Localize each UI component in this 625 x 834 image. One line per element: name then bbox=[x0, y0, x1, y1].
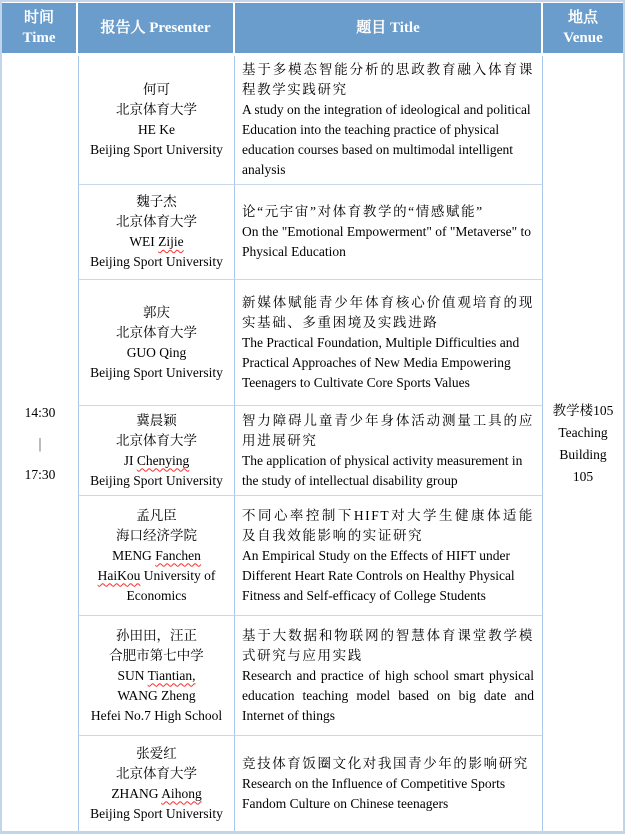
title-english: Research and practice of high school smart physical education teaching model based on big date and Internet of things bbox=[242, 667, 534, 723]
presenter-line: WANG Zheng bbox=[117, 687, 196, 703]
time-separator: ｜ bbox=[33, 437, 47, 453]
spellcheck-underline: Tiantian, bbox=[147, 667, 196, 683]
presenter-cell bbox=[78, 56, 235, 185]
title-cell bbox=[235, 496, 543, 616]
title-cell bbox=[235, 56, 543, 185]
presenter-cell bbox=[78, 736, 235, 831]
spellcheck-underline: Zijie bbox=[158, 234, 184, 249]
presenter-cell bbox=[78, 185, 235, 280]
table-header-row bbox=[2, 2, 623, 56]
presenter-line: 北京体育大学 bbox=[116, 765, 197, 781]
title-cell bbox=[235, 280, 543, 406]
presenter-line: 北京体育大学 bbox=[116, 324, 197, 340]
presenter-line: 海口经济学院 bbox=[116, 527, 197, 543]
title-chinese: 论“元宇宙”对体育教学的“情感赋能” bbox=[242, 204, 484, 219]
header-time-en: Time bbox=[22, 30, 56, 46]
title-chinese: 不同心率控制下HIFT对大学生健康体适能及自我效能影响的实证研究 bbox=[242, 507, 534, 543]
presenter-line: Beijing Sport University bbox=[90, 805, 223, 821]
header-title-label: 题目 Title bbox=[356, 19, 420, 36]
presenter-line: 孟凡臣 bbox=[136, 507, 177, 523]
presenter-line: HaiKou University of Economics bbox=[97, 567, 216, 603]
title-english: An Empirical Study on the Effects of HIFT under Different Heart Rate Controls on Healthy Physical Fitness and Self-efficacy of College Students bbox=[242, 547, 515, 603]
title-english: The application of physical activity measurement in the study of intellectual disability group bbox=[242, 452, 523, 488]
venue-line: 105 bbox=[572, 468, 594, 484]
presenter-line: 郭庆 bbox=[143, 304, 170, 320]
title-chinese: 基于多模态智能分析的思政教育融入体育课程教学实践研究 bbox=[242, 62, 534, 97]
time-end: 17:30 bbox=[24, 466, 56, 482]
spellcheck-underline: Chenying bbox=[136, 452, 190, 468]
presenter-cell bbox=[78, 280, 235, 406]
title-chinese: 新媒体赋能青少年体育核心价值观培育的现实基础、多重困境及实践进路 bbox=[242, 294, 534, 330]
header-cell-time bbox=[2, 3, 78, 53]
presenter-line: Hefei No.7 High School bbox=[90, 707, 223, 723]
venue-line: Building bbox=[559, 446, 607, 462]
presenter-line: 冀晨颖 bbox=[136, 412, 177, 428]
presenter-line: 北京体育大学 bbox=[116, 102, 197, 117]
venue-line: Teaching bbox=[558, 424, 608, 440]
title-cell bbox=[235, 736, 543, 831]
header-cell-presenter bbox=[78, 3, 235, 53]
title-english: A study on the integration of ideological and political Education into the teaching practice of physical education courses based on multimodal intelligent analysis bbox=[242, 102, 531, 177]
presenter-line: Beijing Sport University bbox=[90, 254, 223, 269]
title-cell bbox=[235, 406, 543, 496]
presenter-line: WEI Zijie bbox=[129, 234, 184, 249]
header-cell-venue bbox=[543, 3, 623, 53]
title-chinese: 智力障碍儿童青少年身体活动测量工具的应用进展研究 bbox=[242, 412, 534, 448]
presenter-line: ZHANG Aihong bbox=[111, 785, 202, 801]
table-body bbox=[2, 56, 623, 831]
presenter-line: MENG Fanchen bbox=[112, 547, 201, 563]
header-venue-cn: 地点 bbox=[567, 9, 598, 26]
presenter-line: HE Ke bbox=[137, 122, 176, 137]
spellcheck-underline: Fanchen bbox=[155, 547, 201, 563]
spellcheck-underline: HaiKou bbox=[97, 567, 141, 583]
presenter-line: 北京体育大学 bbox=[116, 214, 197, 229]
presenter-line: JI Chenying bbox=[123, 452, 190, 468]
time-start: 14:30 bbox=[24, 404, 56, 420]
venue-cell bbox=[543, 56, 623, 831]
title-cell bbox=[235, 185, 543, 280]
header-time-cn: 时间 bbox=[23, 9, 54, 26]
presenter-line: GUO Qing bbox=[126, 344, 187, 360]
header-cell-title bbox=[235, 3, 543, 53]
presenter-cell bbox=[78, 616, 235, 736]
presenter-line: SUN Tiantian, bbox=[117, 667, 196, 683]
presenter-cell bbox=[78, 406, 235, 496]
presenter-line: 张爱红 bbox=[136, 745, 177, 761]
title-cell bbox=[235, 616, 543, 736]
time-cell bbox=[2, 56, 78, 831]
presenter-line: 何可 bbox=[143, 82, 170, 97]
presenter-line: 北京体育大学 bbox=[116, 432, 197, 448]
presenter-line: Beijing Sport University bbox=[90, 364, 223, 380]
title-english: On the "Emotional Empowerment" of "Metaverse" to Physical Education bbox=[242, 224, 531, 259]
title-english: Research on the Influence of Competitive Sports Fandom Culture on Chinese teenagers bbox=[242, 775, 506, 811]
header-presenter-label: 报告人 Presenter bbox=[100, 19, 211, 36]
presenter-line: Beijing Sport University bbox=[90, 472, 223, 488]
title-chinese: 基于大数据和物联网的智慧体育课堂教学模式研究与应用实践 bbox=[242, 627, 534, 663]
presenter-line: 孙田田，汪正 bbox=[116, 627, 197, 643]
venue-line: 教学楼105 bbox=[552, 402, 614, 418]
presenter-cell bbox=[78, 496, 235, 616]
title-chinese: 竞技体育饭圈文化对我国青少年的影响研究 bbox=[242, 755, 529, 771]
presenter-line: Beijing Sport University bbox=[90, 142, 223, 157]
header-venue-en: Venue bbox=[563, 30, 603, 46]
spellcheck-underline: Aihong bbox=[161, 785, 202, 801]
presenter-line: 魏子杰 bbox=[136, 194, 177, 209]
title-english: The Practical Foundation, Multiple Difficulties and Practical Approaches of New Media Empowering Teenagers to Cultivate Core Sports Values bbox=[242, 334, 520, 390]
presenter-line: 合肥市第七中学 bbox=[109, 647, 204, 663]
